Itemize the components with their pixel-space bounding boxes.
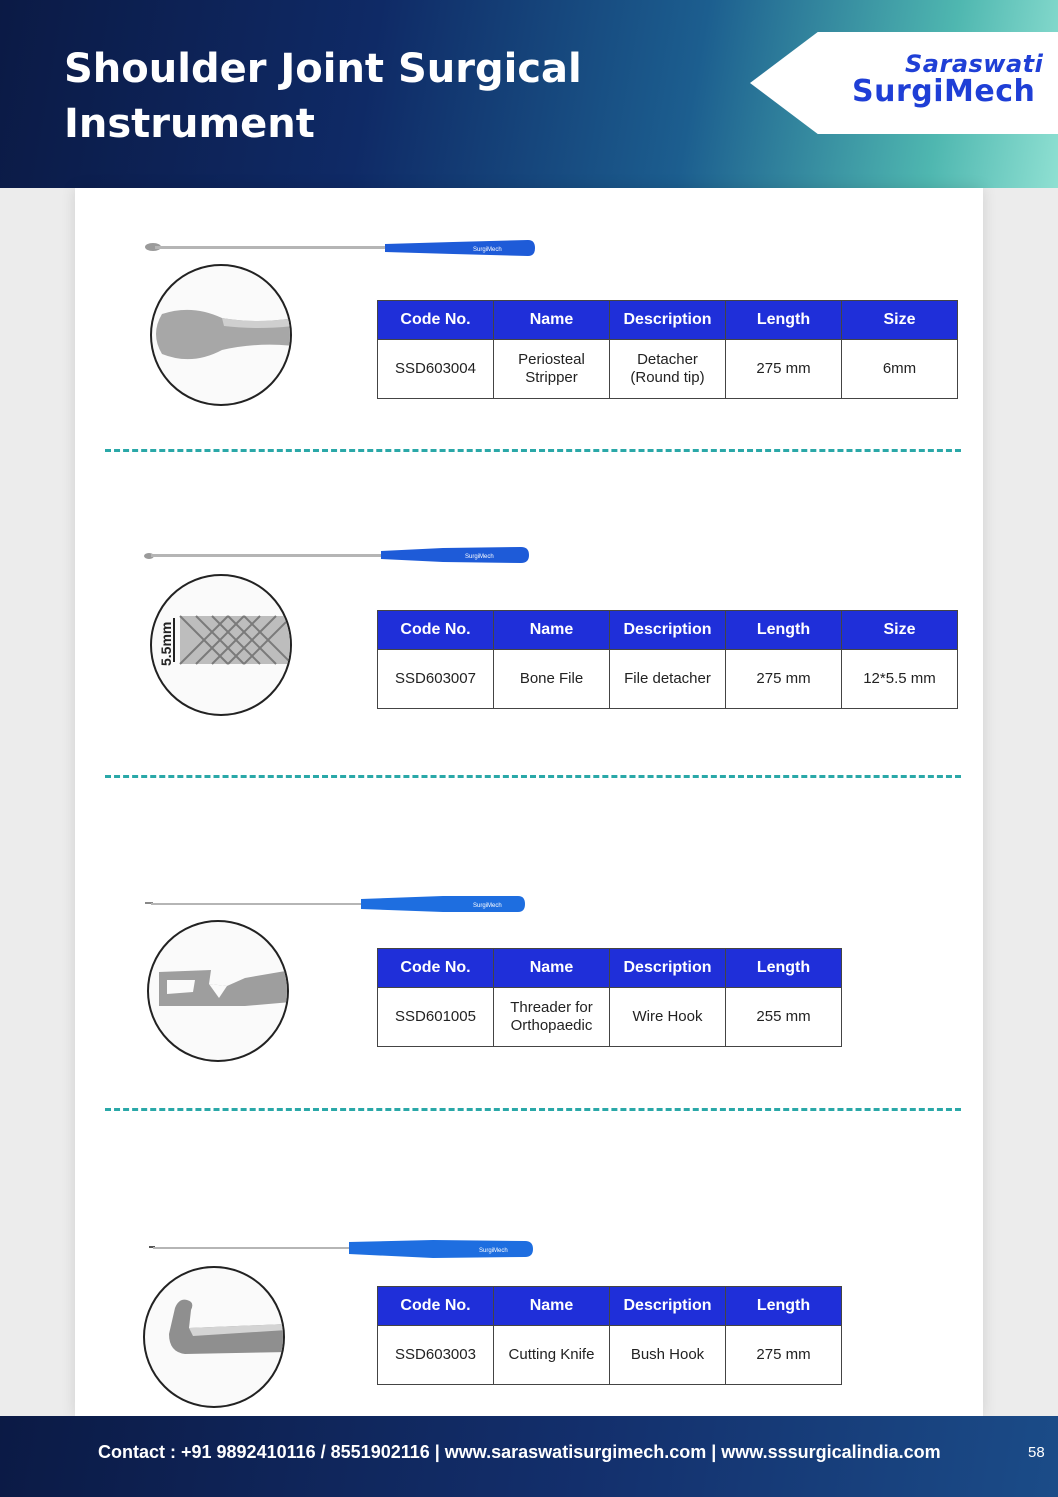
- col-header: Length: [726, 949, 842, 988]
- periosteal-stripper-icon: [143, 234, 543, 264]
- page-number: 58: [1028, 1444, 1045, 1461]
- page-header: [0, 0, 1058, 188]
- logo-text-surgimech: SurgiMech: [852, 74, 1036, 109]
- content-card: [75, 188, 983, 1416]
- section-divider: [105, 775, 961, 778]
- length-cell: 275 mm: [726, 340, 842, 399]
- name-cell: Cutting Knife: [494, 1326, 610, 1385]
- section-divider: [105, 449, 961, 452]
- col-header: Length: [726, 301, 842, 340]
- col-header: Description: [610, 1287, 726, 1326]
- product-section: [75, 828, 983, 1118]
- col-header: Description: [610, 949, 726, 988]
- col-header: Description: [610, 611, 726, 650]
- col-header: Name: [494, 1287, 610, 1326]
- size-cell: 6mm: [842, 340, 958, 399]
- svg-text:SurgiMech: SurgiMech: [465, 554, 494, 560]
- zoom-detail: [150, 264, 292, 406]
- zoom-detail: [143, 1266, 285, 1408]
- svg-text:SurgiMech: SurgiMech: [473, 903, 502, 909]
- code-cell: SSD601005: [378, 988, 494, 1047]
- code-cell: SSD603007: [378, 650, 494, 709]
- svg-text:SurgiMech: SurgiMech: [479, 1248, 508, 1254]
- svg-text:SurgiMech: SurgiMech: [473, 247, 502, 253]
- col-header: Code No.: [378, 611, 494, 650]
- zoom-detail: [147, 920, 289, 1062]
- name-cell: Bone File: [494, 650, 610, 709]
- table-row: [378, 340, 958, 399]
- description-cell: Detacher (Round tip): [610, 340, 726, 399]
- code-cell: SSD603004: [378, 340, 494, 399]
- table-row: [378, 1326, 842, 1385]
- table-row: [378, 650, 958, 709]
- description-cell: File detacher: [610, 650, 726, 709]
- code-cell: SSD603003: [378, 1326, 494, 1385]
- description-cell: Wire Hook: [610, 988, 726, 1047]
- col-header: Size: [842, 611, 958, 650]
- product-table: [377, 300, 958, 399]
- length-cell: 275 mm: [726, 650, 842, 709]
- table-row: [378, 988, 842, 1047]
- product-section: [75, 488, 983, 778]
- product-section: [75, 1168, 983, 1416]
- name-cell: Periosteal Stripper: [494, 340, 610, 399]
- col-header: Name: [494, 949, 610, 988]
- bone-file-icon: [143, 541, 543, 571]
- page-footer: [0, 1416, 1058, 1497]
- col-header: Name: [494, 611, 610, 650]
- zoom-dimension-label: 5.5mm: [158, 621, 174, 666]
- col-header: Length: [726, 611, 842, 650]
- threader-icon: [143, 890, 543, 920]
- col-header: Code No.: [378, 301, 494, 340]
- product-table: [377, 948, 842, 1047]
- product-table: [377, 1286, 842, 1385]
- col-header: Code No.: [378, 949, 494, 988]
- col-header: Code No.: [378, 1287, 494, 1326]
- col-header: Length: [726, 1287, 842, 1326]
- section-divider: [105, 1108, 961, 1111]
- product-table: [377, 610, 958, 709]
- zoom-detail: [150, 574, 292, 716]
- size-cell: 12*5.5 mm: [842, 650, 958, 709]
- col-header: Size: [842, 301, 958, 340]
- description-cell: Bush Hook: [610, 1326, 726, 1385]
- length-cell: 275 mm: [726, 1326, 842, 1385]
- col-header: Description: [610, 301, 726, 340]
- product-section: [75, 188, 983, 458]
- cutting-knife-icon: [143, 1234, 543, 1264]
- page-title: Shoulder Joint Surgical Instrument: [64, 46, 582, 147]
- contact-info: Contact : +91 9892410116 / 8551902116 | www.saraswatisurgimech.com | www.sssurgicalindia.com: [98, 1442, 941, 1462]
- length-cell: 255 mm: [726, 988, 842, 1047]
- name-cell: Threader for Orthopaedic: [494, 988, 610, 1047]
- col-header: Name: [494, 301, 610, 340]
- logo-text-saraswati: Saraswati: [905, 50, 1044, 78]
